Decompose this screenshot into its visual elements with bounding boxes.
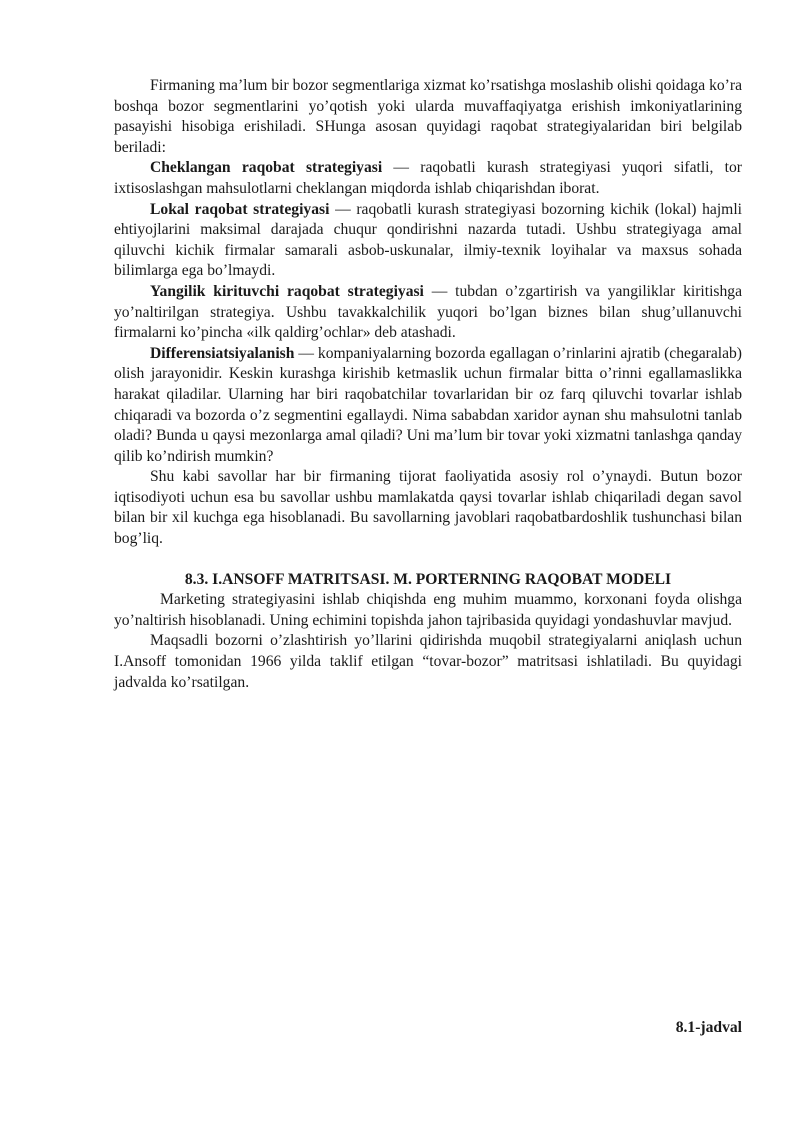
paragraph-marketing-strategy bbox=[114, 590, 742, 631]
paragraph-intro-text: Firmaning ma’lum bir bozor segmentlariga xizmat ko’rsatishga moslashib olishi qoidaga ko’ra boshqa bozor segmentlarini yo’qotish yoki ularda muvaffaqiyatga erishish imkoniyatlarining pasayishi hisobiga erishiladi. SHunga asosan quyidagi raqobat strategiyalaridan biri belgilab beriladi: bbox=[114, 77, 742, 156]
definition-innovation-strategy: — tubdan o’zgartirish va yangiliklar kiritishga yo’naltirilgan strategiya. Ushbu tavakkalchilik yuqori bo’lgan biznes bilan shug’ullanuvchi firmalarni ko’pincha «ilk qaldirg’ochlar» deb atashadi. bbox=[114, 282, 742, 342]
definition-limited-strategy: — raqobatli kurash strategiyasi yuqori sifatli, tor ixtisoslashgan mahsulotlarni cheklangan miqdorda ishlab chiqarishdan iborat. bbox=[114, 159, 742, 197]
paragraph-differentiation bbox=[114, 344, 742, 468]
paragraph-local-strategy bbox=[114, 200, 742, 282]
definition-local-strategy: — raqobatli kurash strategiyasi bozorning kichik (lokal) hajmli ehtiyojlarini maksimal darajada chuqur qondirishni nazarda tutadi. Ushbu strategiyaga amal qiluvchi kichik firmalar samarali asbob-uskunalar, ilmiy-texnik loyihalar va maxsus sohada bilimlarga ega bo’lmaydi. bbox=[114, 200, 742, 280]
paragraph-questions-text: Shu kabi savollar har bir firmaning tijorat faoliyatida asosiy rol o’ynaydi. Butun bozor iqtisodiyoti uchun esa bu savollar ushbu mamlakatda qaysi tovarlar ishlab chiqariladi degan savol bilan bir xil kuchga ega hisoblanadi. Bu savollarning javoblari raqobatbardoshlik tushunchasi bilan bog’liq. bbox=[114, 468, 742, 548]
page-body bbox=[114, 76, 742, 693]
term-innovation-strategy: Yangilik kirituvchi raqobat strategiyasi bbox=[150, 282, 424, 300]
paragraph-intro bbox=[114, 76, 742, 158]
paragraph-limited-strategy bbox=[114, 158, 742, 199]
definition-differentiation: — kompaniyalarning bozorda egallagan o’rinlarini ajratib (chegaralab) olish jarayonidir. Keskin kurashga kirishib ketmaslik uchun firmalar bitta o’rinni egallamaslikka harakat qiladilar. Ularning har biri raqobatchilar tovarlaridan bir oz farq qiluvchi tovarlar ishlab chiqaradi va bozorda o’z segmentini egallaydi. Nima sababdan xaridor aynan shu mahsulotni tanlab oladi? Bunda u qaysi mezonlarga amal qiladi? Uni ma’lum bir tovar yoki xizmatni tanlashga qanday qilib ko’ndirish mumkin? bbox=[114, 344, 742, 465]
paragraph-questions bbox=[114, 467, 742, 549]
term-limited-strategy: Cheklangan raqobat strategiyasi bbox=[150, 159, 383, 177]
paragraph-ansoff-matrix bbox=[114, 631, 742, 693]
term-local-strategy: Lokal raqobat strategiyasi bbox=[150, 200, 330, 218]
paragraph-innovation-strategy bbox=[114, 282, 742, 344]
term-differentiation: Differensiatsiyalanish bbox=[150, 344, 295, 362]
section-heading: 8.3. I.ANSOFF MATRITSASI. M. PORTERNING RAQOBAT MODELI bbox=[184, 570, 672, 588]
paragraph-ansoff-matrix-text: Maqsadli bozorni o’zlashtirish yo’llarini qidirishda muqobil strategiyalarni aniqlash uchun I.Ansoff tomonidan 1966 yilda taklif etilgan “tovar-bozor” matritsasi ishlatiladi. Bu quyidagi jadvalda ko’rsatilgan. bbox=[114, 632, 742, 691]
table-caption: 8.1-jadval bbox=[675, 1019, 742, 1036]
paragraph-marketing-strategy-text: Marketing strategiyasini ishlab chiqishda eng muhim muammo, korxonani foyda olishga yo’naltirish hisoblanadi. Uning echimini topishda jahon tajribasida quyidagi yondashuvlar mavjud. bbox=[114, 591, 742, 629]
